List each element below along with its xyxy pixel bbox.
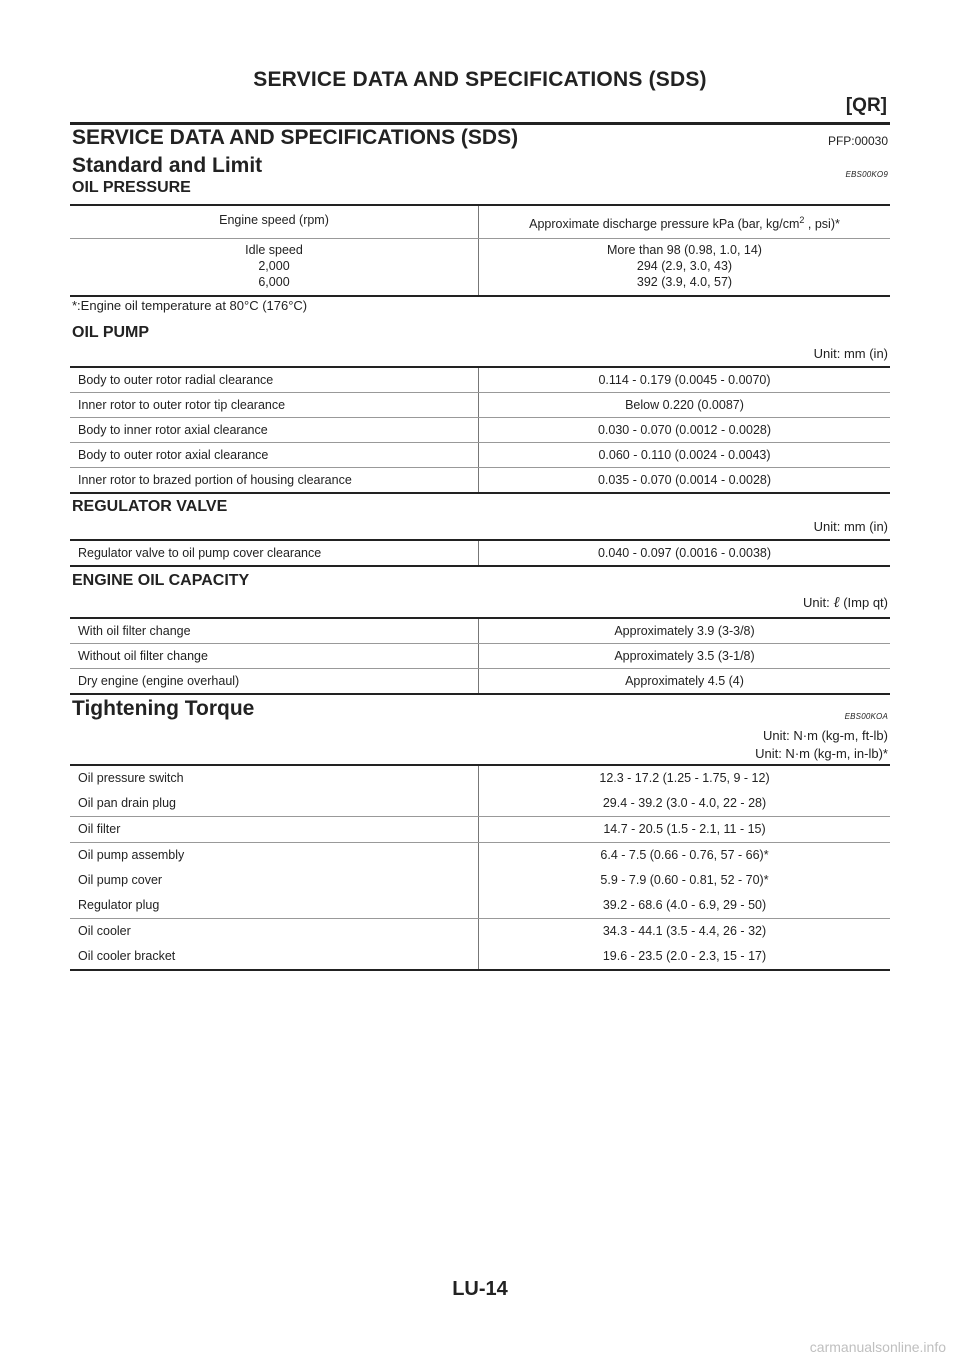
table-row: Inner rotor to brazed portion of housing clearance 0.035 - 0.070 (0.0014 - 0.0028) <box>70 468 890 494</box>
table-row: Body to outer rotor axial clearance 0.060 - 0.110 (0.0024 - 0.0043) <box>70 443 890 468</box>
engine-oil-capacity-unit: Unit: ℓ (Imp qt) <box>802 593 888 611</box>
table-row: Without oil filter change Approximately 3.5 (3-1/8) <box>70 644 890 669</box>
table-row: Dry engine (engine overhaul) Approximately 4.5 (4) <box>70 669 890 695</box>
table-row: Regulator valve to oil pump cover clearance 0.040 - 0.097 (0.0016 - 0.0038) <box>70 540 890 566</box>
table-row: Oil pump cover 5.9 - 7.9 (0.60 - 0.81, 52 - 70)* <box>70 868 890 893</box>
table-row: With oil filter change Approximately 3.9 (3-3/8) <box>70 618 890 644</box>
oil-pressure-data-row <box>70 239 890 297</box>
oil-pump-table <box>70 366 890 494</box>
tightening-torque-table <box>70 764 890 971</box>
table-row: Oil pump assembly 6.4 - 7.5 (0.66 - 0.76, 57 - 66)* <box>70 843 890 869</box>
table-row: Oil cooler 34.3 - 44.1 (3.5 - 4.4, 26 - 32) <box>70 919 890 945</box>
main-title: SERVICE DATA AND SPECIFICATIONS (SDS) <box>72 126 519 149</box>
page-number: LU-14 <box>452 1278 508 1300</box>
table-row: Body to inner rotor axial clearance 0.030 - 0.070 (0.0012 - 0.0028) <box>70 418 890 443</box>
regulator-valve-unit: Unit: mm (in) <box>813 519 888 534</box>
table-row: Inner rotor to outer rotor tip clearance Below 0.220 (0.0087) <box>70 393 890 418</box>
standard-limit-heading: Standard and Limit <box>72 154 263 177</box>
tightening-torque-units: Unit: N·m (kg-m, ft-lb) Unit: N·m (kg-m, in-lb)* <box>755 728 888 761</box>
pfp-code: PFP:00030 <box>827 134 888 148</box>
engine-oil-capacity-heading: ENGINE OIL CAPACITY <box>72 572 250 589</box>
oil-pressure-header-row <box>70 205 890 239</box>
liter-symbol-icon: ℓ <box>833 593 840 611</box>
oil-pressure-note: *:Engine oil temperature at 80°C (176°C) <box>72 298 308 313</box>
oil-pressure-speeds: Idle speed 2,000 6,000 <box>70 239 479 297</box>
tightening-torque-ref: EBS00KOA <box>844 712 888 721</box>
table-row: Oil pan drain plug 29.4 - 39.2 (3.0 - 4.0, 22 - 28) <box>70 791 890 817</box>
table-row: Body to outer rotor radial clearance 0.114 - 0.179 (0.0045 - 0.0070) <box>70 367 890 393</box>
table-row: Regulator plug 39.2 - 68.6 (4.0 - 6.9, 29 - 50) <box>70 893 890 919</box>
oil-pump-heading: OIL PUMP <box>72 324 150 341</box>
oil-pressure-heading: OIL PRESSURE <box>72 179 191 196</box>
table-row: Oil pressure switch 12.3 - 17.2 (1.25 - 1.75, 9 - 12) <box>70 765 890 791</box>
table-row: Oil filter 14.7 - 20.5 (1.5 - 2.1, 11 - 15) <box>70 817 890 843</box>
oil-pump-unit: Unit: mm (in) <box>813 346 888 361</box>
running-header-title: SERVICE DATA AND SPECIFICATIONS (SDS) <box>253 68 707 91</box>
running-header-code: [QR] <box>845 95 887 116</box>
watermark: carmanualsonline.info <box>809 1339 946 1355</box>
tightening-torque-heading: Tightening Torque <box>72 697 255 720</box>
oil-pressure-col2-header: Approximate discharge pressure kPa (bar, $kg/cm^2$ , psi)* <box>479 205 891 239</box>
header-rule <box>70 122 890 125</box>
regulator-valve-table <box>70 539 890 567</box>
table-row: Oil cooler bracket 19.6 - 23.5 (2.0 - 2.3, 15 - 17) <box>70 944 890 970</box>
oil-pressure-col1-header: Engine speed (rpm) <box>70 205 479 239</box>
oil-pressure-values: More than 98 (0.98, 1.0, 14) 294 (2.9, 3.0, 43) 392 (3.9, 4.0, 57) <box>479 239 891 297</box>
engine-oil-capacity-table <box>70 617 890 695</box>
regulator-valve-heading: REGULATOR VALVE <box>72 498 228 515</box>
oil-pressure-table <box>70 204 890 297</box>
standard-limit-ref: EBS00KO9 <box>845 170 888 179</box>
